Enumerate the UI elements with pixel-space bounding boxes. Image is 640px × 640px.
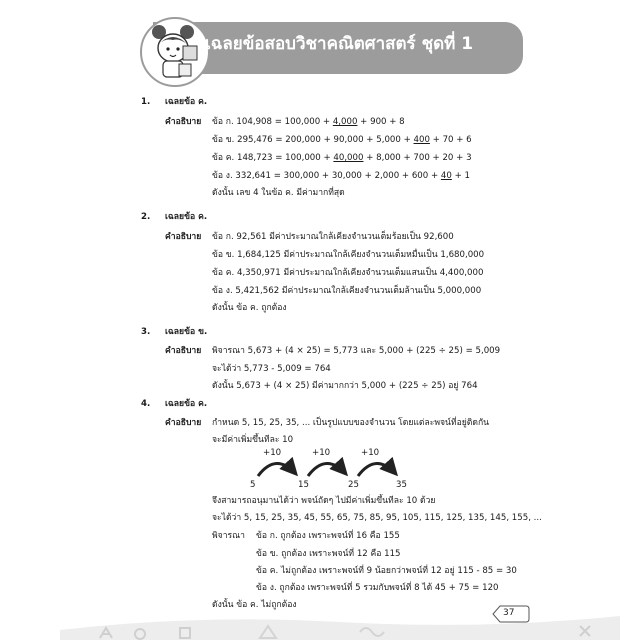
q1-line-d: ข้อ ง. 332,641 = 300,000 + 30,000 + 2,000 + 600 + 40 + 1 xyxy=(212,171,470,181)
footer-doodles-icon xyxy=(60,612,620,640)
question-3-label: คำอธิบาย xyxy=(165,346,202,356)
step-label-1: +10 xyxy=(263,448,282,458)
q1-line-b: ข้อ ข. 295,476 = 200,000 + 90,000 + 5,000 + 400 + 70 + 6 xyxy=(212,135,472,145)
q1-conclusion: ดังนั้น เลข 4 ในข้อ ค. มีค่ามากที่สุด xyxy=(212,188,345,198)
q2-line-a: ข้อ ก. 92,561 มีค่าประมาณใกล้เคียงจำนวนเต็มร้อยเป็น 92,600 xyxy=(212,232,454,242)
arrow-2-icon xyxy=(308,463,346,476)
question-4-answer: เฉลยข้อ ค. xyxy=(165,399,208,409)
question-2-number: 2. xyxy=(141,212,151,222)
page-title: เฉลยข้อสอบวิชาคณิตศาสตร์ ชุดที่ 1 xyxy=(205,34,474,54)
q3-line-2: จะได้ว่า 5,773 - 5,009 = 764 xyxy=(212,364,331,374)
question-2-answer: เฉลยข้อ ค. xyxy=(165,212,208,222)
term-2: 15 xyxy=(298,480,309,490)
question-1-number: 1. xyxy=(141,97,151,107)
q4-intro-2: จะมีค่าเพิ่มขึ้นทีละ 10 xyxy=(212,435,294,445)
term-1: 5 xyxy=(250,480,256,490)
question-2-label: คำอธิบาย xyxy=(165,232,202,242)
arrow-3-icon xyxy=(358,463,396,476)
step-label-2: +10 xyxy=(312,448,331,458)
q4-check-c: ข้อ ค. ไม่ถูกต้อง เพราะพจน์ที่ 9 น้อยกว่าพจน์ที่ 12 อยู่ 115 - 85 = 30 xyxy=(256,566,517,576)
sequence-diagram xyxy=(240,440,410,490)
q2-line-b: ข้อ ข. 1,684,125 มีค่าประมาณใกล้เคียงจำนวนเต็มหมื่นเป็น 1,680,000 xyxy=(212,250,485,260)
q3-line-1: พิจารณา 5,673 + (4 × 25) = 5,773 และ 5,000 + (225 ÷ 25) = 5,009 xyxy=(212,346,501,356)
question-3-number: 3. xyxy=(141,327,151,337)
q2-line-d: ข้อ ง. 5,421,562 มีค่าประมาณใกล้เคียงจำนวนเต็มล้านเป็น 5,000,000 xyxy=(212,286,482,296)
question-1-label: คำอธิบาย xyxy=(165,117,202,127)
q4-check-a: ข้อ ก. ถูกต้อง เพราะพจน์ที่ 16 คือ 155 xyxy=(256,531,400,541)
question-3-answer: เฉลยข้อ ข. xyxy=(165,327,208,337)
term-4: 35 xyxy=(396,480,407,490)
q4-inference: จึงสามารถอนุมานได้ว่า พจน์ถัดๆ ไปมีค่าเพิ่มขึ้นทีละ 10 ด้วย xyxy=(212,496,436,506)
q1-line-a: ข้อ ก. 104,908 = 100,000 + 4,000 + 900 + 8 xyxy=(212,117,405,127)
q2-conclusion: ดังนั้น ข้อ ค. ถูกต้อง xyxy=(212,303,287,313)
q4-conclusion: ดังนั้น ข้อ ค. ไม่ถูกต้อง xyxy=(212,600,297,610)
q4-consider-label: พิจารณา xyxy=(212,531,245,541)
arrow-1-icon xyxy=(258,463,296,476)
q3-line-3: ดังนั้น 5,673 + (4 × 25) มีค่ามากกว่า 5,000 + (225 ÷ 25) อยู่ 764 xyxy=(212,381,478,391)
q4-check-d: ข้อ ง. ถูกต้อง เพราะพจน์ที่ 5 รวมกับพจน์ที่ 8 ได้ 45 + 75 = 120 xyxy=(256,583,499,593)
q2-line-c: ข้อ ค. 4,350,971 มีค่าประมาณใกล้เคียงจำนวนเต็มแสนเป็น 4,400,000 xyxy=(212,268,484,278)
page-number: 37 xyxy=(503,608,515,618)
question-1-answer: เฉลยข้อ ค. xyxy=(165,97,208,107)
q4-intro-1: กำหนด 5, 15, 25, 35, ... เป็นรูปแบบของจำนวน โดยแต่ละพจน์ที่อยู่ติดกัน xyxy=(212,418,490,428)
step-label-3: +10 xyxy=(361,448,380,458)
term-3: 25 xyxy=(348,480,359,490)
q4-sequence: จะได้ว่า 5, 15, 25, 35, 45, 55, 65, 75, 85, 95, 105, 115, 125, 135, 145, 155, ... xyxy=(212,513,542,523)
q1-line-c: ข้อ ค. 148,723 = 100,000 + 40,000 + 8,000 + 700 + 20 + 3 xyxy=(212,153,472,163)
question-4-label: คำอธิบาย xyxy=(165,418,202,428)
question-4-number: 4. xyxy=(141,399,151,409)
q4-check-b: ข้อ ข. ถูกต้อง เพราะพจน์ที่ 12 คือ 115 xyxy=(256,549,401,559)
